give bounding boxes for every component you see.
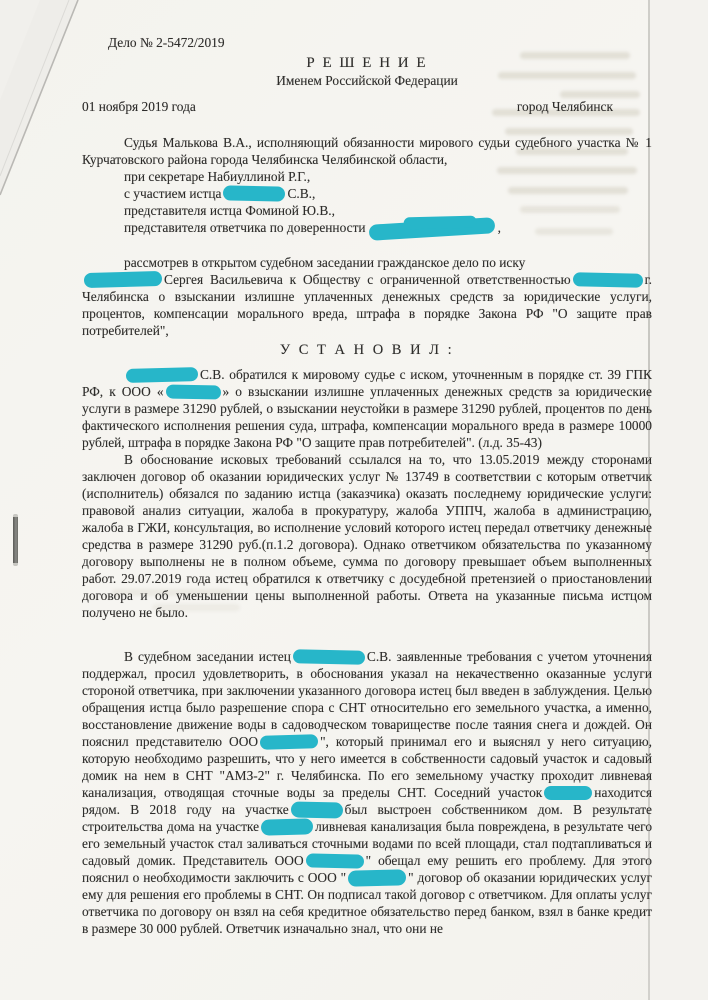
decision-subtitle: Именем Российской Федерации [276,73,458,88]
redaction-company-name-1 [573,272,643,287]
redaction-company-name-4 [306,853,364,868]
defendant-rep-prefix: представителя ответчика по доверенности [124,220,366,235]
redaction-company-name-3 [260,734,318,750]
defendant-rep-suffix: , [497,220,501,235]
case-intro-line1: рассмотрев в открытом судебном заседании гражданское дело по иску [124,255,526,270]
court-composition-block [82,134,652,237]
paragraph-1-text-1: С.В. обратился к мировому судье с иском, уточненным в порядке ст. 39 ГПК РФ, к ООО « [82,367,652,399]
case-intro-text-1: Сергея Васильевича к Обществу с ограниченной ответственностью [164,272,571,287]
paragraph-3-text-7: " обещал ему решить его проблему. Для этого пояснил о необходимости заключить с ООО " [82,853,653,885]
document-body [82,34,652,937]
decision-date: 01 ноября 2019 года [82,99,196,114]
redaction-company-name-5 [348,869,406,887]
staple-mark-artifact [13,514,18,566]
redaction-plot-number-2 [290,801,342,818]
plaintiff-rep-line: представителя истца Фоминой Ю.В., [124,203,336,218]
decision-title: Р Е Ш Е Н И Е [306,55,428,71]
decision-city: город Челябинск [516,99,613,114]
redaction-defendant-rep-name [368,217,495,241]
ustanovil-heading: У С Т А Н О В И Л : [279,342,455,358]
redaction-company-name-2 [165,384,220,399]
redaction-plot-number-1 [544,786,592,800]
redaction-plaintiff-name-2 [126,367,198,383]
paragraph-1-text-2: » о взыскании излишне уплаченных денежных средств за юридические услуги в размере 31290 рублей, о взыскании неустойки в размере 31290 рублей, процентов по день фактического исполнения решения суда, штрафа, компенсации морального вреда в размере 10000 рублей, штрафа в порядке Закона РФ "О защите прав потребителей". (л.д. 35-43) [82,384,652,450]
redaction-plaintiff-name [223,185,285,201]
redaction-plot-number-3 [261,818,313,835]
plaintiff-line-prefix: с участием истца [124,186,222,201]
secretary-line: при секретаре Набиуллиной Р.Г., [124,169,311,184]
judge-line: Судья Малькова В.А., исполняющий обязанности мирового судьи судебного участка № 1 Курчатовского района города Челябинска Челябинской области, [82,135,652,167]
paragraph-3-text-1: В судебном заседании истец [124,649,291,664]
case-intro-text-2: г. Челябинска о взыскании излишне уплаченных денежных средств за юридические услуги, процентов, компенсации морального вреда, штрафа в порядке Закона РФ "О защите прав потребителей", [82,272,652,338]
redaction-plaintiff-surname [84,271,162,288]
case-intro-paragraph [82,254,652,339]
plaintiff-line [82,185,652,202]
paragraph-2: В обоснование исковых требований ссылался на то, что 13.05.2019 между сторонами заключен договор об оказании юридических услуг № 13749 в соответствии с которым ответчик (исполнитель) обязался по заданию истца (заказчика) оказать последнему юридические услуги: правовой анализ ситуации, жалоба в прокуратуру, жалоба УППЧ, жалоба в администрацию, жалоба в ГЖИ, консультация, во исполнение условий которого истец передал ответчику денежные средства в размере 31290 руб.(п.1.2 договора). Однако ответчиком обязательства по указанному договору выполнены не в полном объеме, сумма по договору превышает объем выполненных работ. 29.07.2019 года истец обратился к ответчику с досудебной претензией о приостановлении договора и об уменьшении цены выполненной работы. Ответа на указанные письма истцом получено не было. [82,452,652,620]
paragraph-3-text-8: " договор об оказании юридических услуг ему для решения его проблемы в СНТ. Он подписал такой договор с ответчиком. Для оплаты услуг ответчика по договору он взял на себя кредитное обязательство перед банком, взял в банке кредит в размере 30 000 рублей. Ответчик изначально знал, что они не [82,870,653,936]
paragraph-3-text-5: был выстроен собственником дом. В результате строительства дома на участке [82,802,652,834]
plaintiff-line-suffix: С.В., [287,186,316,201]
case-number: Дело № 2-5472/2019 [108,35,225,50]
paragraph-1 [82,366,652,451]
scanner-margin-strip [650,0,708,1000]
paragraph-3-text-3: ", который принимал его и выяснял у него ситуацию, которую необходимо разрешить, что у него имеется в собственности садовый участок и садовый домик на нем в СНТ "АМЗ-2" г. Челябинска. По его земельному участку проходит ливневая канализация, отводящая сточные воды за пределы СНТ. Соседний участок [82,734,653,800]
paragraph-3-text-6: ливневая канализация была повреждена, в результате чего его земельный участок стал заливаться сточными водами по всей площади, стал подтапливаться и садовый домик. Представитель ООО [82,819,653,868]
paragraph-3-text-2: С.В. заявленные требования с учетом уточнения поддержал, просил удовлетворить, в обоснования указал на некачественно оказанные услуги стороной ответчика, при заключении указанного договора истец был введен в заблуждения. Целью обращения истца было разрешение спора с СНТ относительно его земельного участка, а именно, восстановление движение воды в садоводческом товариществе после таяния снега и дождей. Он пояснил представителю ООО [82,649,652,749]
paragraph-3 [82,648,652,937]
date-city-row [82,98,652,115]
paragraph-3-text-4: находится рядом. В 2018 году на участке [82,785,652,817]
redaction-plaintiff-name-3 [293,649,365,665]
defendant-rep-line [82,219,652,237]
